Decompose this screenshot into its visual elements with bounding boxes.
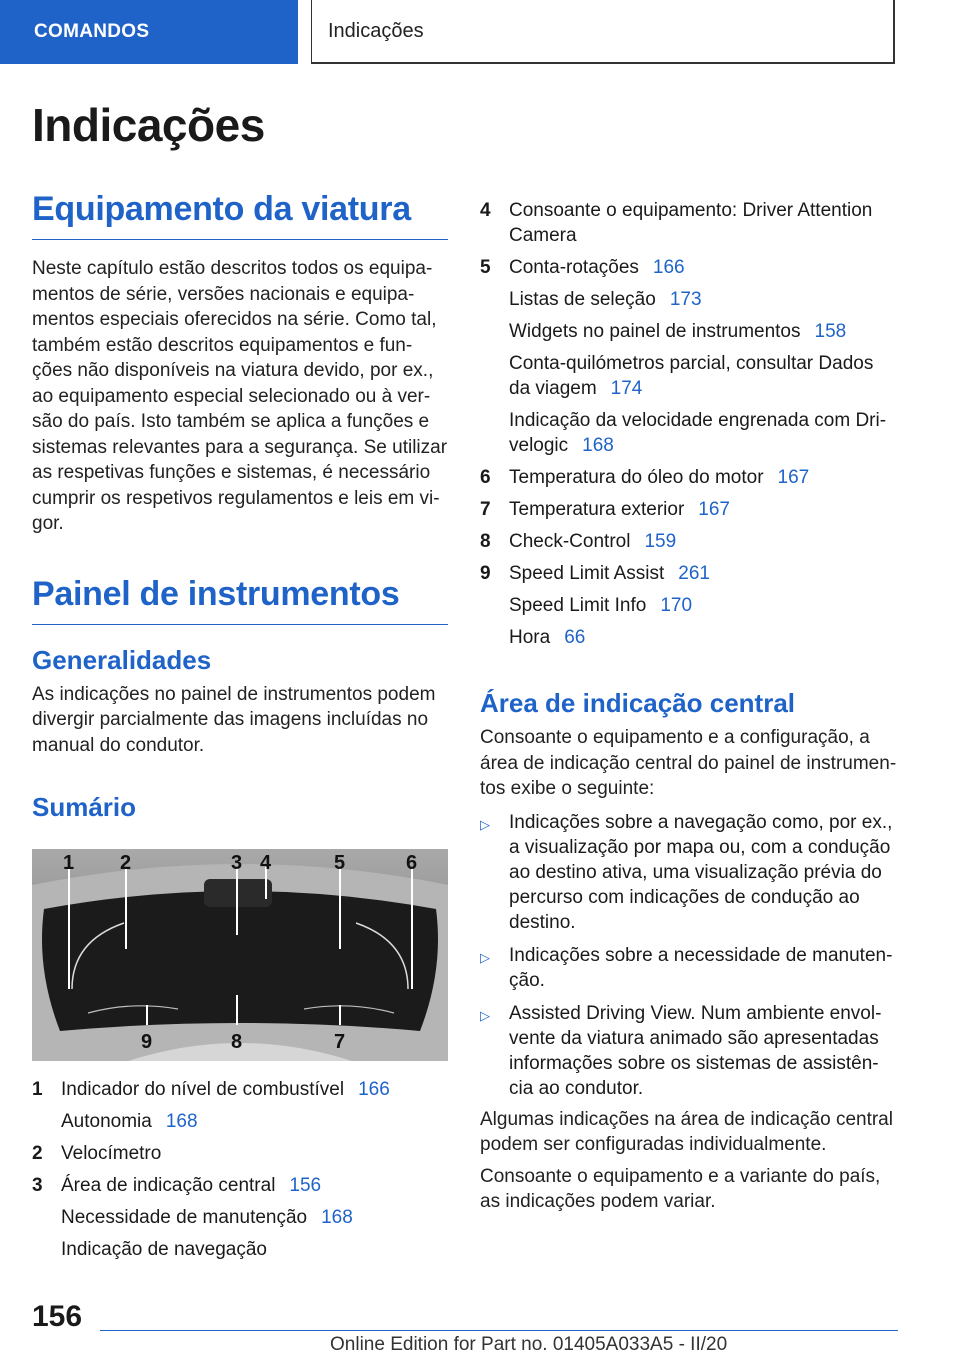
page-ref-link[interactable]: 167 (777, 467, 810, 488)
legend-subitem: Conta-quilómetros parcial, consultar Dados da viagem 174 (509, 353, 874, 399)
callout-3: 3 (231, 852, 243, 874)
legend-item-2: 2 Velocímetro (32, 1143, 162, 1164)
legend-item-4: 4 Consoante o equipamento: Driver Attention Camera (480, 200, 873, 246)
legend-subitem: Necessidade de manutenção 168 (61, 1207, 353, 1228)
legend-item-1: 1 Indicador do nível de combustível 166 (32, 1079, 390, 1100)
page-title: Indicações (32, 99, 265, 151)
page-ref-link[interactable]: 174 (610, 378, 643, 399)
callout-2: 2 (120, 852, 132, 874)
legend-subitem: Widgets no painel de instrumentos 158 (509, 321, 847, 342)
edition-note: Online Edition for Part no. 01405A033A5 - II/20 (330, 1334, 728, 1355)
central-intro: Consoante o equipamento e a configuração, a área de indicação central do painel de instrumen-tos exibe o seguinte: (480, 727, 897, 799)
section-label: COMANDOS (34, 21, 150, 42)
callout-5: 5 (334, 852, 346, 874)
footer-divider (100, 1330, 898, 1331)
legend-subitem: Listas de seleção 173 (509, 289, 702, 310)
page-ref-link[interactable]: 158 (814, 321, 847, 342)
heading-general: Generalidades (32, 644, 212, 675)
heading-summary: Sumário (32, 792, 137, 822)
variation-paragraph: Consoante o equipamento e a variante do país, as indicações podem variar. (480, 1165, 881, 1212)
equipment-paragraph: Neste capítulo estão descritos todos os equipa-mentos de série, versões nacionais e equipa-mentos especiais oferecidos na série. Como tal, também estão descritos equipamentos e fun-ções não disponíveis na viatura devido, por ex., ao equipamento especial selecionado ou à ver-são do país. Isto também se aplica a funções e sistemas relevantes para a segurança. Se utilizar as respetivas funções e sistemas, é necessário cumprir os respetivos regulamentos e leis em vi-gor. (32, 258, 448, 534)
legend-item-6: 6 Temperatura do óleo do motor 167 (480, 467, 810, 488)
heading-instrument-panel: Painel de instrumentos (32, 575, 448, 625)
callout-7: 7 (334, 1031, 346, 1053)
legend-item-3: 3 Área de indicação central 156 (32, 1175, 322, 1196)
callout-6: 6 (406, 852, 418, 874)
page-ref-link[interactable]: 166 (652, 257, 685, 278)
chapter-header (311, 0, 895, 64)
general-paragraph: As indicações no painel de instrumentos podem divergir parcialmente das imagens incluídas no manual do condutor. (32, 683, 436, 756)
page-number: 156 (32, 1300, 83, 1333)
left-column (32, 190, 448, 1262)
callout-9: 9 (141, 1031, 153, 1053)
legend-subitem: Indicação da velocidade engrenada com Dri-velogic 168 (509, 410, 887, 456)
bullet-item: ▷ Assisted Driving View. Num ambiente envol-vente da viatura animado são apresentadas informações sobre os sistemas de assistên-cia ao condutor. (480, 1002, 882, 1099)
page-ref-link[interactable]: 170 (660, 595, 693, 616)
legend-item-8: 8 Check-Control 159 (480, 531, 677, 552)
triangle-bullet-icon: ▷ (480, 816, 490, 832)
legend-subitem: Hora 66 (509, 627, 586, 648)
legend-subitem: Indicação de navegação (61, 1239, 267, 1260)
page-ref-link[interactable]: 168 (165, 1111, 198, 1132)
bullet-item: ▷ Indicações sobre a navegação como, por ex., a visualização por mapa ou, com a condução ao destino ativa, uma visualização prévia do percurso com indicações de condução ao destino. (480, 811, 893, 933)
legend-item-5: 5 Conta-rotações 166 (480, 257, 685, 278)
page-ref-link[interactable]: 173 (669, 289, 702, 310)
page-ref-link[interactable]: 66 (564, 627, 586, 648)
configurable-paragraph: Algumas indicações na área de indicação central podem ser configuradas individualmente. (480, 1108, 893, 1155)
bullet-item: ▷ Indicações sobre a necessidade de manuten-ção. (480, 944, 893, 991)
legend-item-7: 7 Temperatura exterior 167 (480, 499, 730, 520)
instrument-cluster-image (32, 849, 448, 1061)
legend-subitem: Speed Limit Info 170 (509, 595, 693, 616)
page-ref-link[interactable]: 159 (644, 531, 677, 552)
page-ref-link[interactable]: 168 (582, 435, 614, 456)
callout-1: 1 (63, 852, 75, 874)
legend-subitem: Autonomia 168 (61, 1111, 198, 1132)
chapter-label: Indicações (328, 19, 424, 42)
triangle-bullet-icon: ▷ (480, 949, 490, 965)
page-ref-link[interactable]: 166 (358, 1079, 390, 1100)
heading-central-area: Área de indicação central (480, 688, 796, 718)
triangle-bullet-icon: ▷ (480, 1007, 490, 1023)
heading-equipment: Equipamento da viatura (32, 190, 448, 240)
page-ref-link[interactable]: 168 (321, 1207, 353, 1228)
right-column (480, 198, 898, 1215)
section-tab (0, 0, 298, 64)
page-ref-link[interactable]: 167 (698, 499, 730, 520)
page-ref-link[interactable]: 156 (289, 1175, 322, 1196)
page-ref-link[interactable]: 261 (678, 563, 710, 584)
legend-list-left (32, 1077, 448, 1262)
callout-4: 4 (260, 852, 272, 874)
callout-8: 8 (231, 1031, 243, 1053)
legend-item-9: 9 Speed Limit Assist 261 (480, 563, 710, 584)
